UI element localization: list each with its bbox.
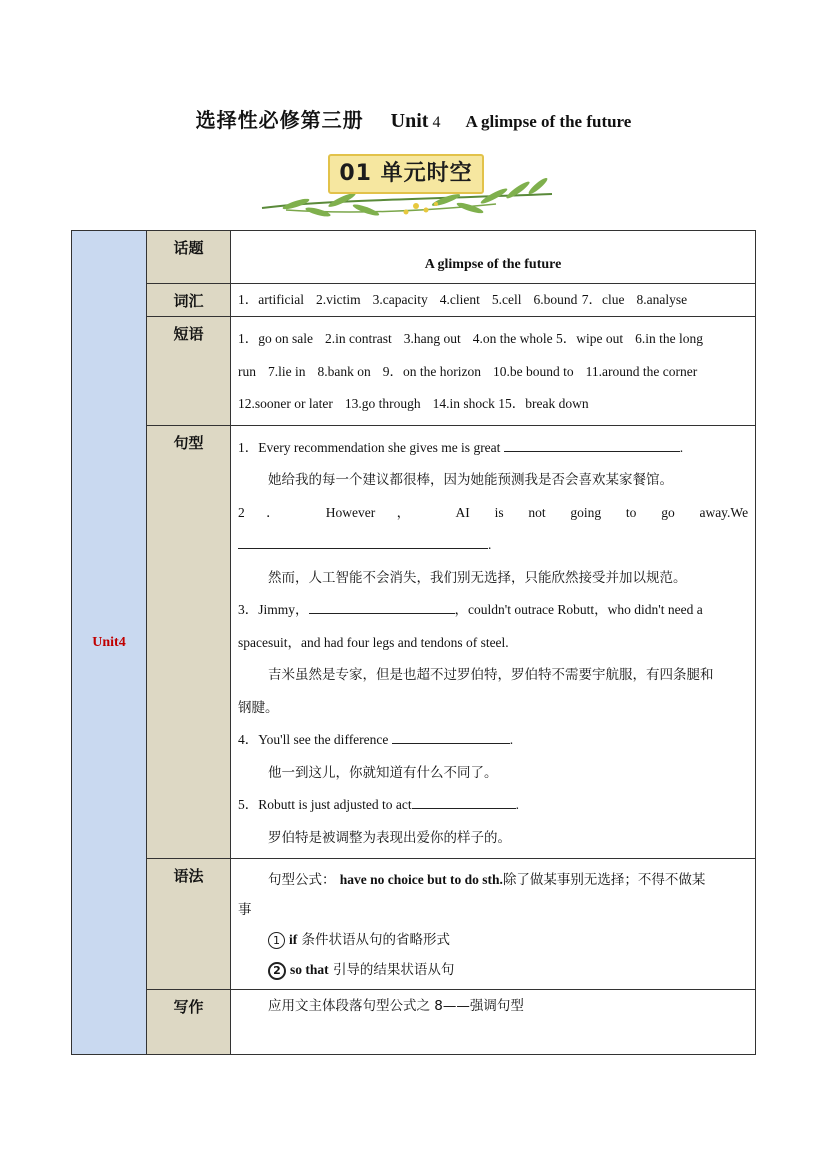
answer-blank[interactable] — [392, 731, 510, 744]
sentence-2-translation: 然而，人工智能不会消失，我们别无选择，只能欣然接受并加以规范。 — [268, 569, 687, 586]
sentence-3-cont: spacesuit，and had four legs and tendons of steel. — [238, 634, 509, 650]
sentences-category: 句型 — [147, 425, 231, 859]
vocab-item: 6.bound 7．clue — [533, 292, 625, 307]
vocab-item: 8.analyse — [636, 292, 688, 307]
topic-cell — [231, 231, 756, 284]
topic-text: A glimpse of the future — [424, 257, 562, 272]
answer-blank[interactable] — [504, 439, 680, 452]
phrases-cell — [231, 317, 756, 426]
sentence-1: 1．Every recommendation she gives me is great . — [238, 439, 684, 455]
vocab-item: 5.cell — [491, 292, 522, 307]
grammar-category: 语法 — [147, 859, 231, 990]
sentence-2-cont: . — [238, 529, 748, 562]
grammar-formula-cont: 事 — [238, 902, 252, 918]
sentence-3-translation: 吉米虽然是专家，但是也超不过罗伯特，罗伯特不需要宇航服，有四条腿和 — [268, 667, 714, 683]
writing-row — [72, 990, 756, 1055]
phrases-line: 1．go on sale 2.in contrast 3.hang out 4.on the whole 5．wipe out 6.in the long — [238, 331, 703, 346]
grammar-formula: 句型公式： have no choice but to do sth.除了做某事别无选择；不得不做某 — [268, 872, 706, 888]
unit-heading: Unit 4 — [390, 110, 441, 132]
book-name: 选择性必修第三册 — [195, 110, 364, 132]
writing-text: 应用文主体段落句型公式之 8——强调句型 — [268, 998, 524, 1014]
sentence-5: 5．Robutt is just adjusted to act . — [238, 797, 519, 812]
page-title — [0, 104, 827, 133]
vocab-row — [72, 284, 756, 317]
sentences-cell — [231, 425, 756, 859]
unit-subtitle: A glimpse of the future — [465, 112, 632, 131]
writing-cell — [231, 990, 756, 1055]
section-label: 01 单元时空 — [328, 154, 484, 194]
grammar-row — [72, 859, 756, 990]
sentence-2: 2． However， AI is not going to go away.We — [238, 504, 749, 520]
sentence-4-translation: 他一到这儿，你就知道有什么不同了。 — [268, 764, 498, 781]
vocab-cell — [231, 284, 756, 317]
sentences-row — [72, 425, 756, 859]
phrases-category: 短语 — [147, 317, 231, 426]
topic-row — [72, 231, 756, 284]
sentence-3-translation-cont: 钢腱。 — [238, 699, 279, 716]
writing-category: 写作 — [147, 990, 231, 1055]
answer-blank[interactable] — [412, 796, 516, 809]
number-circle-icon: 2 — [268, 962, 286, 980]
phrases-row — [72, 317, 756, 426]
vocab-category: 词汇 — [147, 284, 231, 317]
sentence-1-translation: 她给我的每一个建议都很棒，因为她能预测我是否会喜欢某家餐馆。 — [268, 472, 673, 488]
vocab-item: 1．artificial — [238, 292, 304, 307]
vocab-item: 2.victim — [315, 292, 361, 307]
phrases-line: 12.sooner or later 13.go through 14.in shock 15．break down — [238, 396, 589, 411]
number-circle-icon: 1 — [268, 932, 285, 949]
unit-overview-table — [71, 230, 756, 1055]
unit-label: Unit4 — [72, 231, 147, 1055]
phrases-line: run 7.lie in 8.bank on 9．on the horizon 10.be bound to 11.around the corner — [238, 363, 698, 379]
sentence-5-translation: 罗伯特是被调整为表现出爱你的样子的。 — [268, 829, 511, 846]
vocab-item: 3.capacity — [372, 292, 428, 307]
sentence-3: 3．Jimmy， ，couldn't outrace Robutt，who didn't need a — [238, 602, 703, 617]
grammar-cell — [231, 859, 756, 990]
answer-blank[interactable] — [309, 601, 455, 614]
grammar-item-2: 2 so that 引导的结果状语从句 — [238, 955, 748, 985]
grammar-item-1: 1 if 条件状语从句的省略形式 — [238, 925, 748, 955]
vocab-item: 4.client — [439, 292, 480, 307]
section-banner — [256, 150, 556, 226]
sentence-4: 4．You'll see the difference . — [238, 732, 514, 747]
topic-category: 话题 — [147, 231, 231, 284]
answer-blank[interactable] — [238, 536, 488, 549]
